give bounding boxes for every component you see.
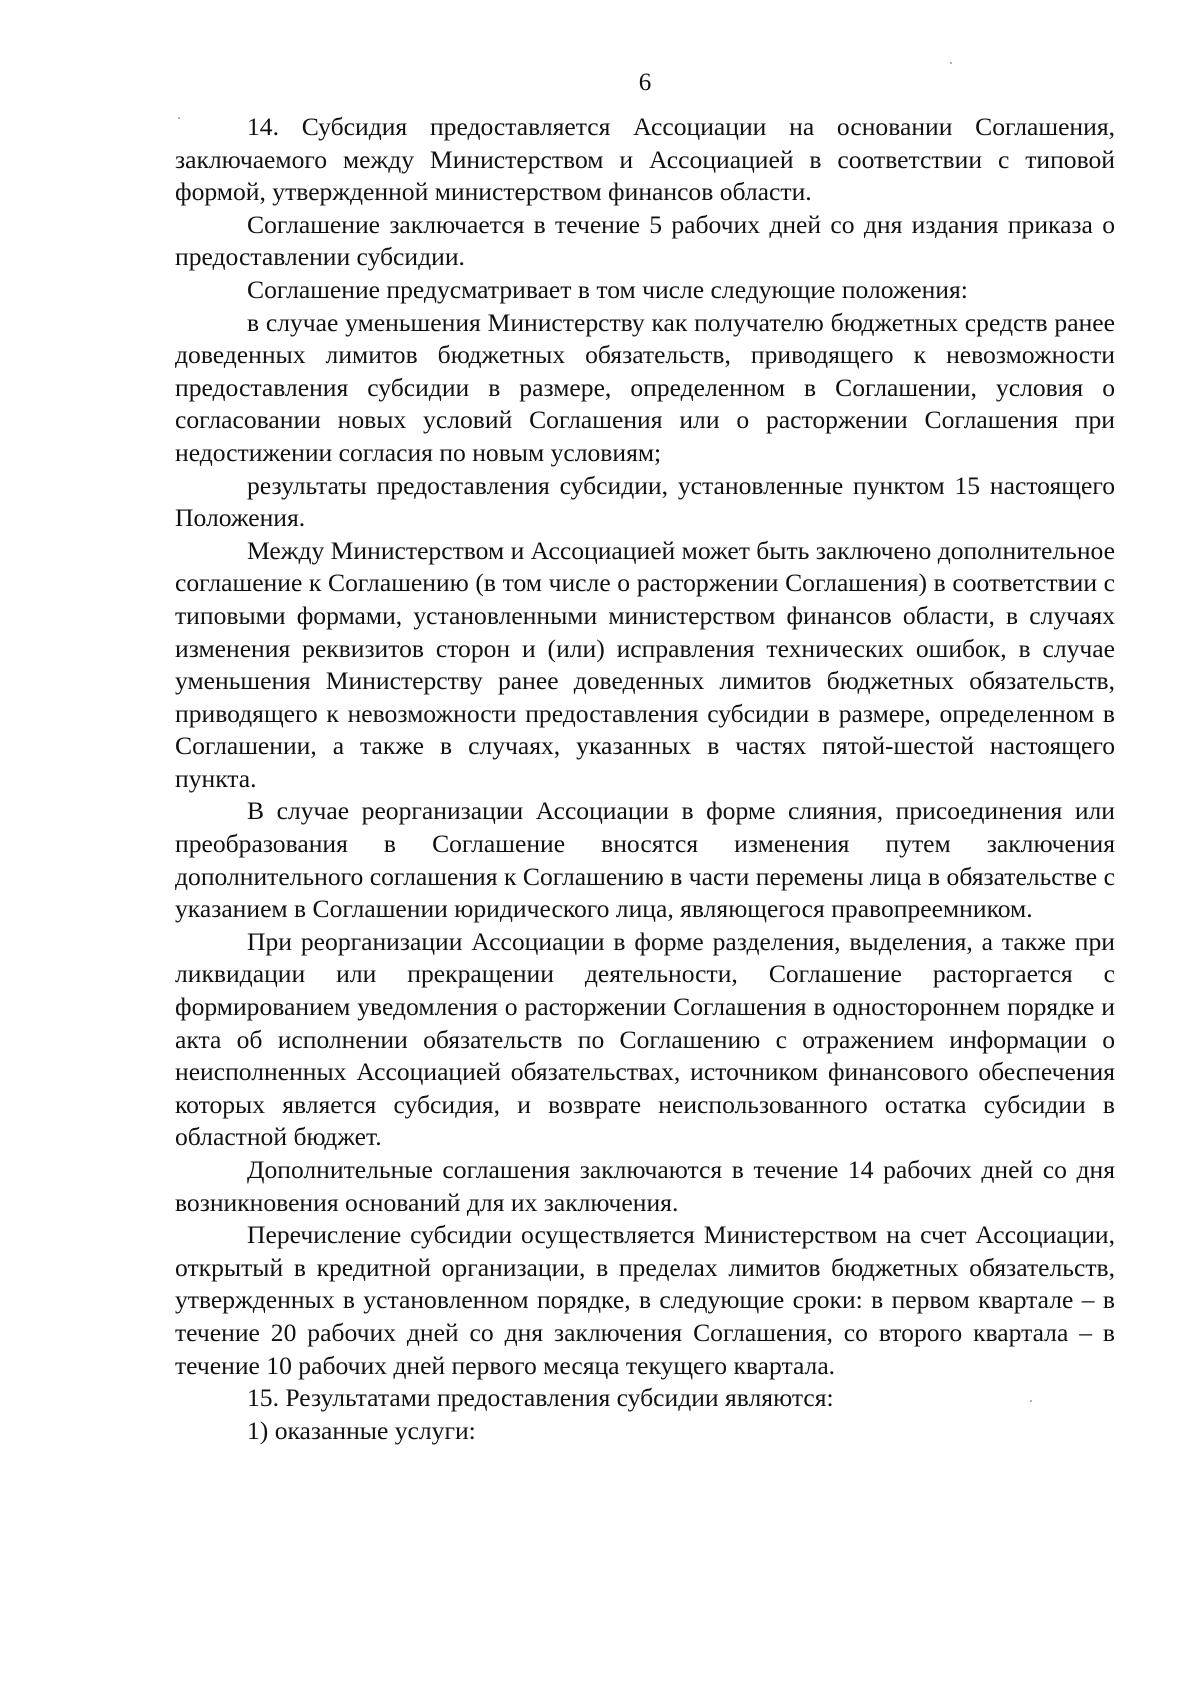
paragraph-reorganization-merger: В случае реорганизации Ассоциации в форме слияния, присоединения или преобразования в Соглашение вносятся изменения путем заключения дополнительного соглашения к Соглашению в части перемены лица в обязательстве с указанием в Соглашении юридического лица, являющегося правопреемником. — [175, 796, 1115, 924]
page-number: 6 — [638, 69, 652, 96]
paragraph-subsidy-transfer: Перечисление субсидии осуществляется Министерством на счет Ассоциации, открытый в кредитной организации, в пределах лимитов бюджетных обязательств, утвержденных в установленном порядке, в следующие сроки: в первом квартале – в течение 20 рабочих дней со дня заключения Соглашения, со второго квартала – в течение 10 рабочих дней первого месяца текущего квартала. — [175, 1220, 1115, 1380]
paragraph-15-results: 15. Результатами предоставления субсидии являются: — [247, 1383, 834, 1413]
paragraph-agreement-term: Соглашение заключается в течение 5 рабочих дней со дня издания приказа о предоставлении субсидии. — [175, 209, 1115, 272]
paragraph-additional-agreements-term: Дополнительные соглашения заключаются в течение 14 рабочих дней со дня возникновения оснований для их заключения. — [175, 1155, 1115, 1217]
list-item-provided-services: 1) оказанные услуги: — [247, 1415, 476, 1445]
paragraph-limits-reduction: в случае уменьшения Министерству как получателю бюджетных средств ранее доведенных лимитов бюджетных обязательств, приводящего к невозможности предоставления субсидии в размере, определенном в Соглашении, условия о согласовании новых условий Соглашения или о расторжении Соглашения при недостижении согласия по новым условиям; — [175, 307, 1115, 467]
paragraph-results-reference: результаты предоставления субсидии, установленные пунктом 15 настоящего Положения. — [175, 470, 1115, 533]
paragraph-14-intro: 14. Субсидия предоставляется Ассоциации на основании Соглашения, заключаемого между Министерством и Ассоциацией в соответствии с типовой формой, утвержденной министерством финансов области. — [175, 112, 1115, 207]
paragraph-agreement-provisions: Соглашение предусматривает в том числе следующие положения: — [247, 274, 968, 304]
paragraph-reorganization-division: При реорганизации Ассоциации в форме разделения, выделения, а также при ликвидации или прекращении деятельности, Соглашение расторгается с формированием уведомления о расторжении Соглашения в одностороннем порядке и акта об исполнении обязательств по Соглашению с отражением информации о неисполненных Ассоциацией обязательствах, источником финансового обеспечения которых является субсидия, и возврате неиспользованного остатка субсидии в областной бюджет. — [175, 926, 1115, 1152]
document-body — [175, 111, 1115, 1447]
paragraph-additional-agreement: Между Министерством и Ассоциацией может быть заключено дополнительное соглашение к Соглашению (в том числе о расторжении Соглашения) в соответствии с типовыми формами, установленными министерством финансов области, в случаях изменения реквизитов сторон и (или) исправления технических ошибок, в случае уменьшения Министерству ранее доведенных лимитов бюджетных обязательств, приводящего к невозможности предоставления субсидии в размере, определенном в Соглашении, а также в случаях, указанных в частях пятой-шестой настоящего пункта. — [175, 535, 1115, 793]
